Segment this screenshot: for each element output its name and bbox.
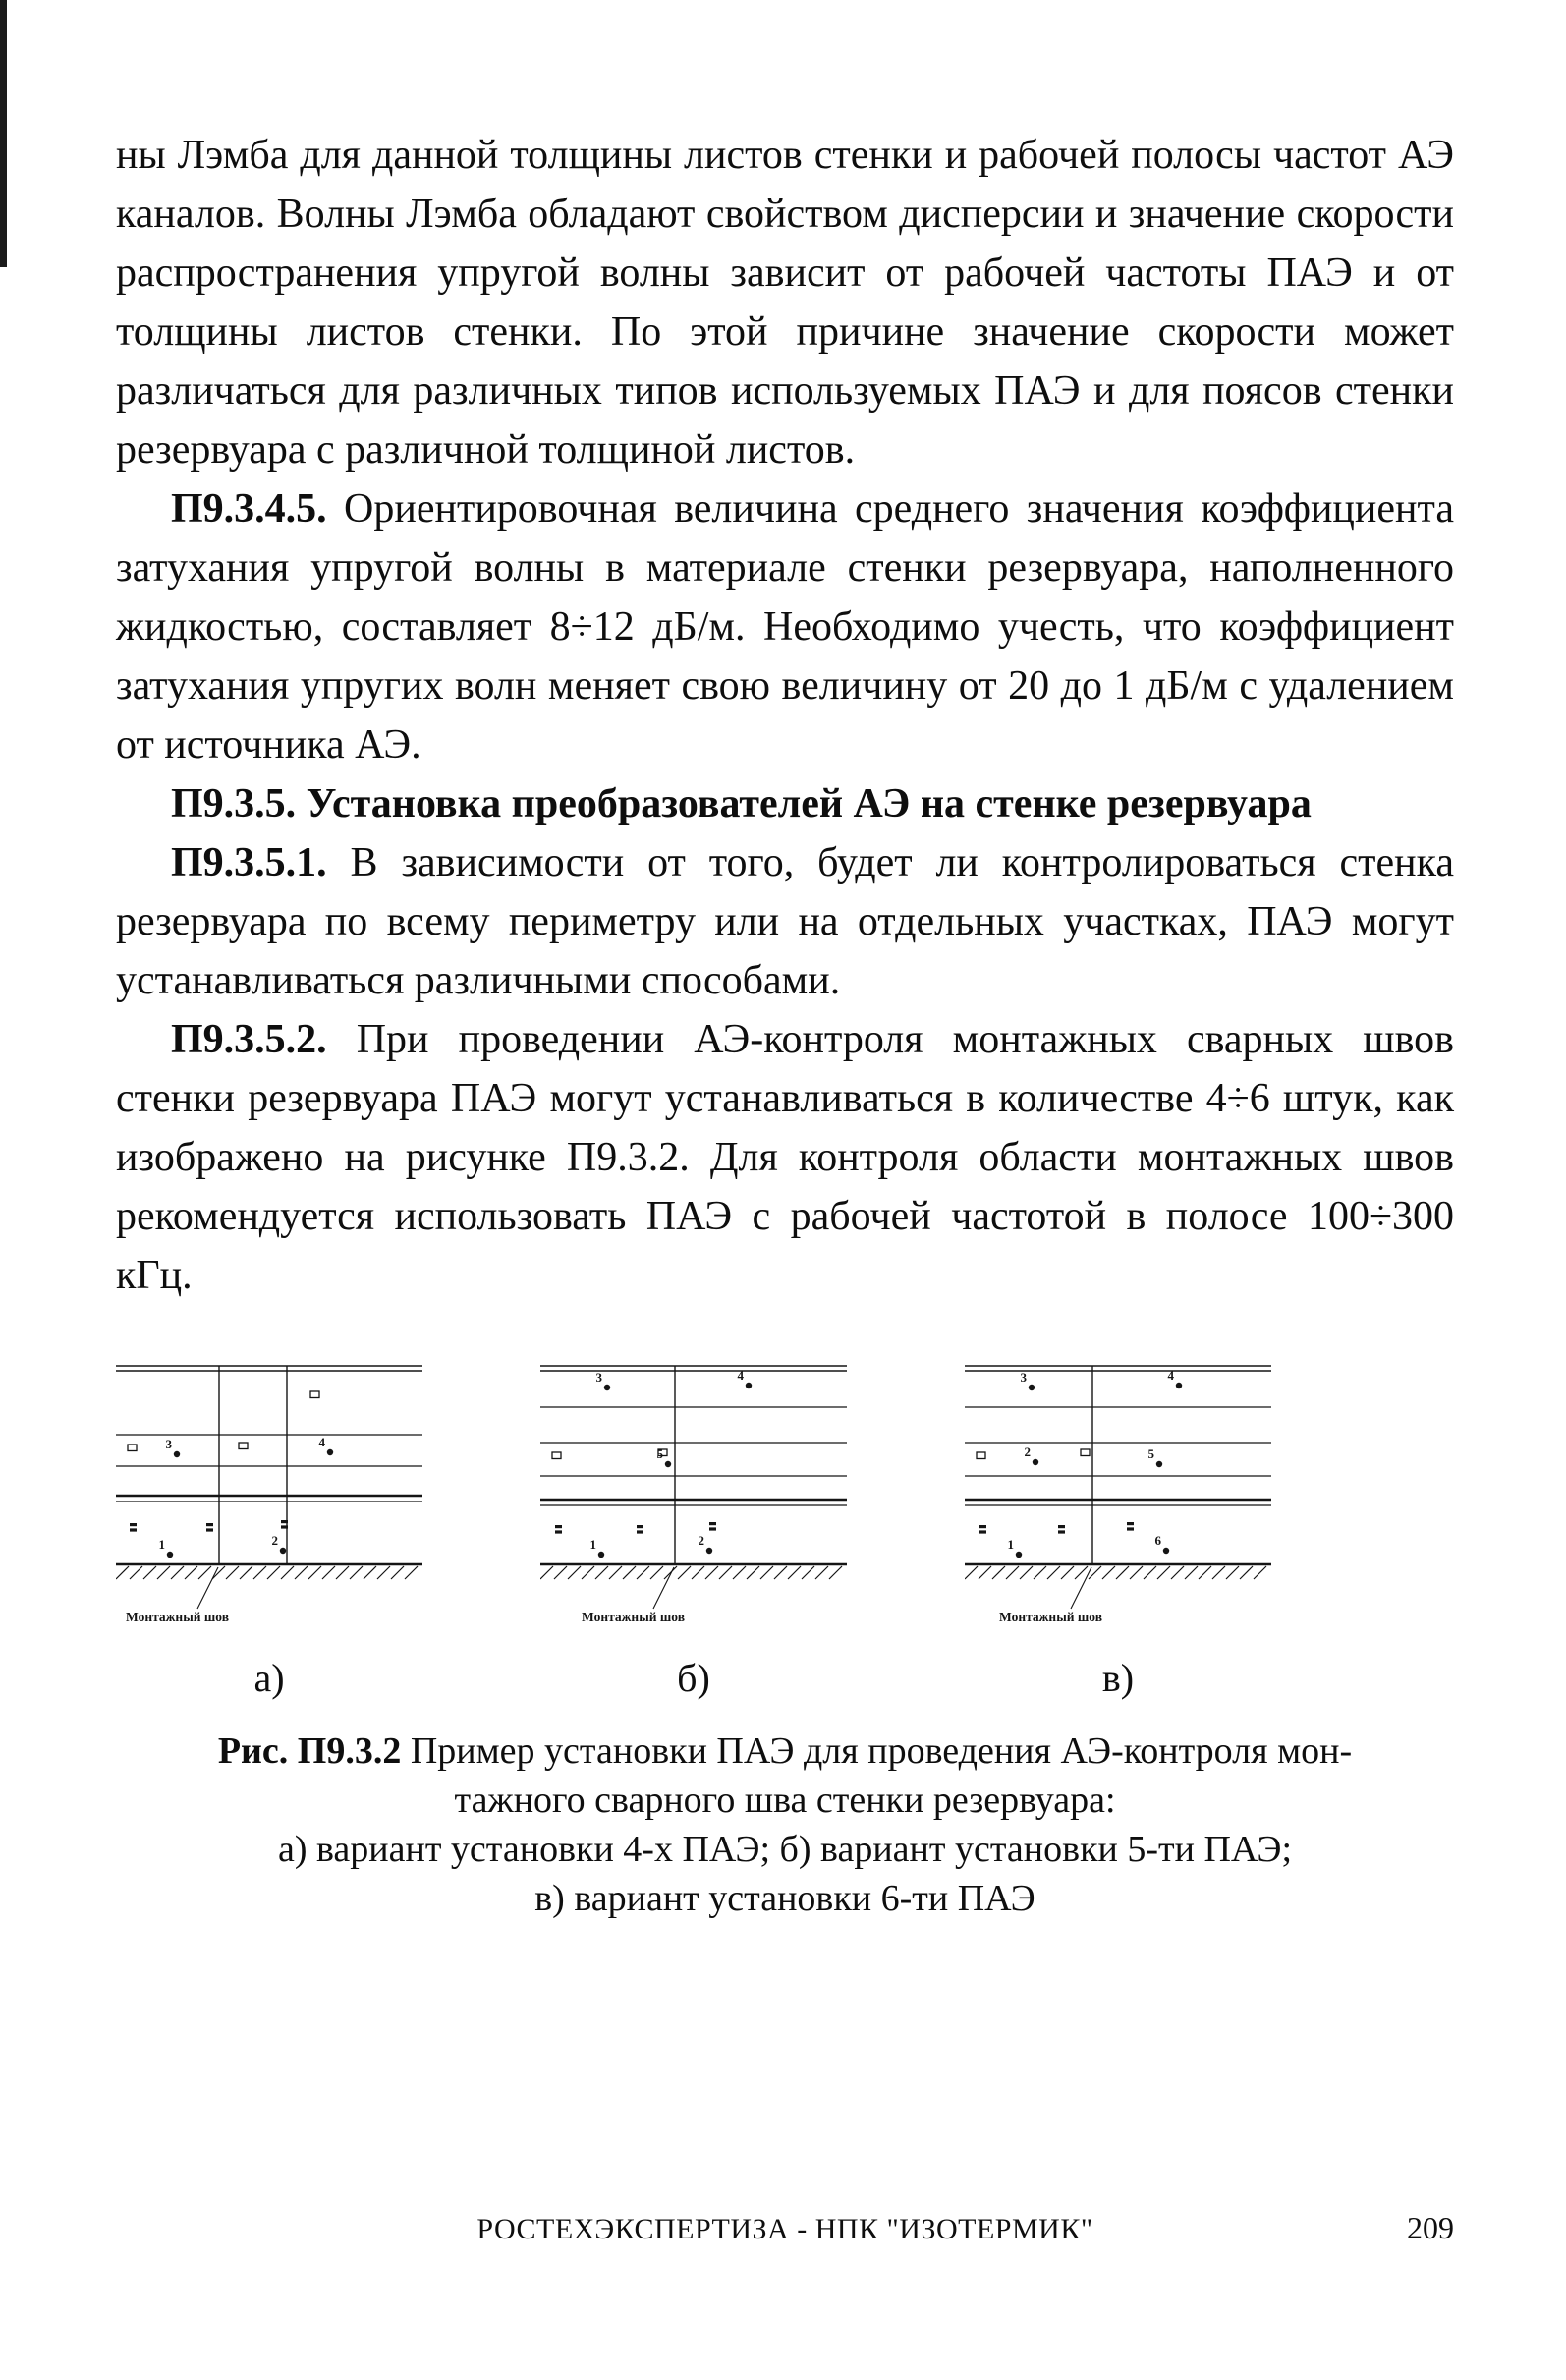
weld-label: Монтажный шов	[126, 1610, 230, 1624]
figure-diagram	[965, 1356, 1271, 1701]
sensor-number: 4	[318, 1435, 325, 1449]
figure-diagram	[116, 1356, 422, 1701]
ground-hatch	[226, 1566, 239, 1579]
ground-hatch	[829, 1566, 842, 1579]
tank-wall-diagram-svg	[116, 1356, 422, 1636]
ground-hatch	[719, 1566, 732, 1579]
paragraph-text: При проведении АЭ-контроля монтажных сварных швов стенки резервуара ПАЭ могут устанавливаться в количестве 4÷6 штук, как изображено на рисунке П9.3.2. Для контроля области монтажных швов рекомендуется использовать ПАЭ с рабочей частотой в полосе 100÷300 кГц.	[116, 1017, 1454, 1298]
ground-hatch	[1061, 1566, 1074, 1579]
ground-hatch	[157, 1566, 170, 1579]
ground-hatch	[623, 1566, 636, 1579]
diagram-letter-label: в)	[1101, 1656, 1135, 1700]
pair-marker	[1127, 1522, 1134, 1525]
sensor-number: 1	[589, 1537, 596, 1552]
ground-hatch	[1212, 1566, 1225, 1579]
paragraph-text: ны Лэмба для данной толщины листов стенки и рабочей полосы частот АЭ каналов. Волны Лэмба обладают свойством дисперсии и значение скорости распространения упругой волны зависит от рабочей частоты ПАЭ и от толщины листов стенки. По этой причине значение скорости может различаться для различных типов используемых ПАЭ и для поясов стенки резервуара с различной толщиной листов.	[116, 133, 1454, 473]
sensor-number: 2	[698, 1533, 704, 1548]
ground-hatch	[308, 1566, 321, 1579]
ground-hatch	[540, 1566, 553, 1579]
ground-hatch	[377, 1566, 390, 1579]
caption-line-1: Рис. П9.3.2 Пример установки ПАЭ для проведения АЭ-контроля мон-	[217, 1730, 1353, 1772]
ground-hatch	[802, 1566, 814, 1579]
paragraph-text: Ориентировочная величина среднего значения коэффициента затухания упругой волны в материале стенки резервуара, наполненного жидкостью, составляет 8÷12 дБ/м. Необходимо учесть, что коэффициент затухания упругих волн меняет свою величину от 20 до 1 дБ/м с удалением от источника АЭ.	[116, 486, 1454, 767]
page-number: 209	[1407, 2210, 1454, 2245]
sensor-number: 2	[271, 1533, 278, 1548]
ground-hatch	[747, 1566, 759, 1579]
ground-hatch	[788, 1566, 801, 1579]
ground-hatch	[364, 1566, 376, 1579]
sensor-number: 3	[165, 1437, 172, 1451]
ground-hatch	[240, 1566, 252, 1579]
ground-hatch	[350, 1566, 363, 1579]
ground-hatch	[678, 1566, 691, 1579]
holder-marker	[552, 1452, 561, 1459]
pair-marker	[130, 1528, 137, 1531]
weld-label: Монтажный шов	[582, 1610, 686, 1624]
pair-marker	[206, 1528, 213, 1531]
ground-hatch	[212, 1566, 225, 1579]
figure-caption	[116, 1727, 1454, 1923]
ground-hatch	[595, 1566, 608, 1579]
ground-hatch	[185, 1566, 197, 1579]
pair-marker	[130, 1523, 137, 1526]
page-footer	[116, 2210, 1454, 2256]
ground-hatch	[1185, 1566, 1198, 1579]
ground-hatch	[609, 1566, 622, 1579]
sensor-number: 1	[158, 1537, 165, 1552]
ground-hatch	[143, 1566, 156, 1579]
ground-hatch	[336, 1566, 349, 1579]
caption-line-3: а) вариант установки 4-х ПАЭ; б) вариант установки 5-ти ПАЭ;	[277, 1829, 1293, 1870]
paragraph-p9351	[116, 833, 1454, 1010]
sensor-dot	[1029, 1385, 1035, 1390]
ground-hatch	[1226, 1566, 1239, 1579]
ground-hatch	[705, 1566, 718, 1579]
ground-hatch	[1047, 1566, 1060, 1579]
ground-hatch	[1130, 1566, 1143, 1579]
pair-marker	[709, 1527, 716, 1530]
pair-marker	[979, 1530, 986, 1533]
ground-hatch	[1006, 1566, 1019, 1579]
weld-label: Монтажный шов	[999, 1610, 1103, 1624]
pair-marker	[555, 1530, 562, 1533]
ground-hatch	[281, 1566, 294, 1579]
ground-hatch	[1102, 1566, 1115, 1579]
ground-hatch	[405, 1566, 418, 1579]
ground-hatch	[992, 1566, 1005, 1579]
pair-marker	[1058, 1530, 1065, 1533]
ground-hatch	[692, 1566, 704, 1579]
figure-diagrams-row	[116, 1356, 1454, 1701]
ground-hatch	[322, 1566, 335, 1579]
pair-marker	[979, 1525, 986, 1528]
section-heading: П9.3.5. Установка преобразователей АЭ на стенке резервуара	[171, 781, 1312, 826]
figure-diagram	[540, 1356, 847, 1701]
ground-hatch	[664, 1566, 677, 1579]
ground-hatch	[171, 1566, 184, 1579]
sensor-dot	[1016, 1552, 1022, 1558]
scan-edge-artifact	[0, 0, 7, 267]
ground-hatch	[130, 1566, 142, 1579]
sensor-number: 5	[656, 1446, 663, 1461]
sensor-number: 3	[1020, 1370, 1027, 1385]
sensor-dot	[280, 1548, 286, 1554]
holder-marker	[310, 1391, 319, 1398]
ground-hatch	[253, 1566, 266, 1579]
holder-marker	[977, 1452, 985, 1459]
pair-marker	[637, 1525, 643, 1528]
holder-marker	[1081, 1449, 1090, 1456]
caption-line-4: в) вариант установки 6-ти ПАЭ	[534, 1878, 1035, 1919]
sensor-dot	[598, 1552, 604, 1558]
ground-hatch	[1171, 1566, 1184, 1579]
ground-hatch	[1199, 1566, 1211, 1579]
ground-hatch	[554, 1566, 567, 1579]
sensor-number: 4	[737, 1368, 744, 1383]
ground-hatch	[198, 1566, 211, 1579]
ground-hatch	[391, 1566, 404, 1579]
pair-marker	[206, 1523, 213, 1526]
caption-line-2: тажного сварного шва стенки резервуара:	[454, 1780, 1116, 1821]
figure-number: Рис. П9.3.2	[217, 1730, 402, 1772]
ground-hatch	[965, 1566, 978, 1579]
ground-hatch	[979, 1566, 991, 1579]
ground-hatch	[116, 1566, 129, 1579]
pair-marker	[555, 1525, 562, 1528]
sensor-dot	[1033, 1459, 1038, 1465]
diagram-letter-label: б)	[677, 1656, 710, 1700]
sensor-dot	[706, 1548, 712, 1554]
pair-marker	[709, 1522, 716, 1525]
sensor-number: 5	[1147, 1446, 1154, 1461]
ground-hatch	[1075, 1566, 1088, 1579]
sensor-dot	[327, 1449, 333, 1455]
diagram-letter-label: а)	[253, 1656, 285, 1700]
paragraph-number: П9.3.5.1.	[171, 840, 327, 885]
ground-hatch	[1144, 1566, 1156, 1579]
paragraph-p9352	[116, 1010, 1454, 1305]
ground-hatch	[733, 1566, 746, 1579]
pair-marker	[281, 1520, 288, 1523]
ground-hatch	[295, 1566, 308, 1579]
sensor-number: 2	[1024, 1445, 1031, 1459]
tank-wall-diagram-svg	[965, 1356, 1271, 1636]
ground-hatch	[1034, 1566, 1046, 1579]
ground-hatch	[650, 1566, 663, 1579]
sensor-number: 4	[1167, 1368, 1174, 1383]
weld-label-leader	[197, 1567, 218, 1609]
ground-hatch	[568, 1566, 581, 1579]
ground-hatch	[1116, 1566, 1129, 1579]
paragraph-number: П9.3.5.2.	[171, 1017, 327, 1062]
holder-marker	[128, 1445, 137, 1451]
sensor-dot	[167, 1552, 173, 1558]
ground-hatch	[267, 1566, 280, 1579]
pair-marker	[1058, 1525, 1065, 1528]
paragraph-p9345	[116, 480, 1454, 774]
tank-wall-diagram-svg	[540, 1356, 847, 1636]
sensor-dot	[665, 1461, 671, 1467]
sensor-dot	[604, 1385, 610, 1390]
sensor-dot	[746, 1383, 752, 1388]
ground-hatch	[637, 1566, 649, 1579]
ground-hatch	[760, 1566, 773, 1579]
pair-marker	[1127, 1527, 1134, 1530]
sensor-dot	[1176, 1383, 1182, 1388]
ground-hatch	[582, 1566, 594, 1579]
sensor-number: 6	[1154, 1533, 1161, 1548]
paragraph-number: П9.3.4.5.	[171, 486, 327, 532]
pair-marker	[281, 1525, 288, 1528]
paragraph-text: В зависимости от того, будет ли контролироваться стенка резервуара по всему периметру или на отдельных участках, ПАЭ могут устанавливаться различными способами.	[116, 840, 1454, 1003]
paragraph-continuation	[116, 126, 1454, 480]
ground-hatch	[815, 1566, 828, 1579]
holder-marker	[239, 1443, 248, 1449]
sensor-dot	[174, 1451, 180, 1457]
ground-hatch	[1240, 1566, 1253, 1579]
ground-hatch	[774, 1566, 787, 1579]
ground-hatch	[1157, 1566, 1170, 1579]
pair-marker	[637, 1530, 643, 1533]
sensor-dot	[1163, 1548, 1169, 1554]
sensor-number: 3	[595, 1370, 602, 1385]
sensor-dot	[1156, 1461, 1162, 1467]
ground-hatch	[1254, 1566, 1266, 1579]
document-page-content	[116, 126, 1454, 1923]
ground-hatch	[1020, 1566, 1033, 1579]
publisher-line: РОСТЕХЭКСПЕРТИЗА - НПК "ИЗОТЕРМИК"	[476, 2213, 1093, 2245]
sensor-number: 1	[1007, 1537, 1014, 1552]
